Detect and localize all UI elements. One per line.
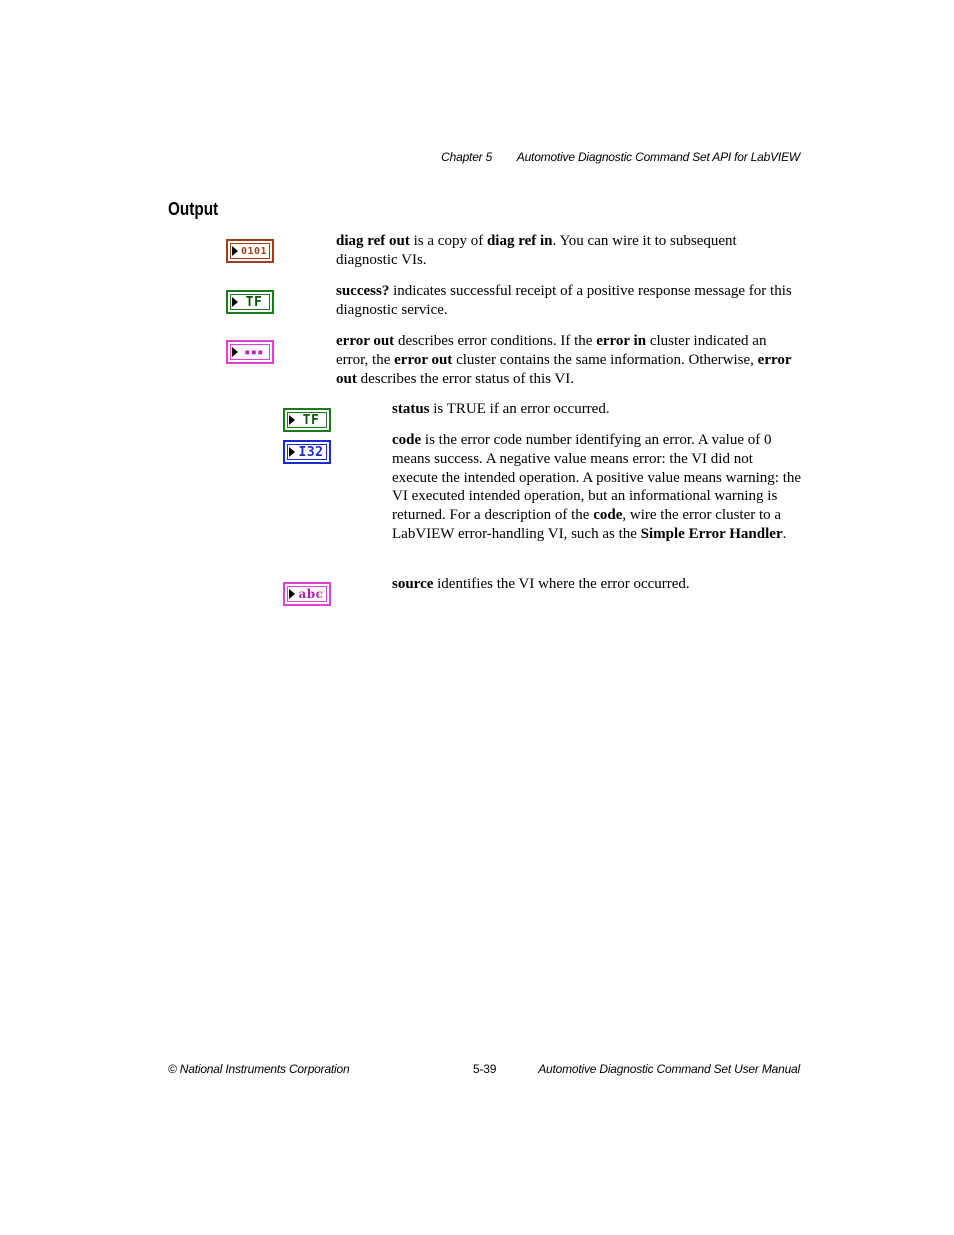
param-term: error out bbox=[336, 333, 395, 349]
param-diag-ref-out bbox=[336, 232, 798, 270]
output-arrow-icon bbox=[289, 589, 295, 599]
output-arrow-icon bbox=[289, 447, 295, 457]
output-arrow-icon bbox=[232, 297, 238, 307]
icon-label: TF bbox=[245, 294, 263, 310]
output-arrow-icon bbox=[232, 246, 238, 256]
icon-label: 0101 bbox=[240, 245, 268, 257]
param-ref: error out bbox=[394, 351, 453, 368]
param-term: success? bbox=[336, 283, 390, 299]
page-number: 5-39 bbox=[473, 1062, 497, 1076]
param-term: status bbox=[392, 401, 430, 417]
chapter-label: Chapter 5 bbox=[441, 150, 493, 164]
param-text: describes the error status of this VI. bbox=[356, 370, 575, 387]
param-term: code bbox=[392, 432, 422, 448]
footer-manual-title: Automotive Diagnostic Command Set User Manual bbox=[538, 1062, 800, 1076]
param-text: cluster contains the same information. Otherwise, bbox=[452, 351, 758, 368]
icon-label: I32 bbox=[298, 444, 324, 460]
icon-label: abc bbox=[298, 587, 324, 601]
boolean-indicator-icon bbox=[283, 408, 331, 432]
param-ref: code bbox=[593, 507, 623, 524]
param-text: . bbox=[782, 525, 787, 542]
param-ref: diag ref in bbox=[486, 233, 553, 249]
param-text: . You can wire it to subsequent diagnostic VIs. bbox=[336, 233, 737, 268]
param-text: indicates successful receipt of a positive response message for this diagnostic service. bbox=[336, 283, 792, 318]
param-text: identifies the VI where the error occurred. bbox=[433, 576, 690, 592]
param-text: , wire the error cluster to a LabVIEW error-handling VI, such as the bbox=[392, 507, 782, 542]
param-text: is TRUE if an error occurred. bbox=[429, 401, 610, 417]
icon-label: ▪▪▪ bbox=[244, 346, 264, 358]
chapter-title: Automotive Diagnostic Command Set API for LabVIEW bbox=[516, 150, 800, 164]
output-arrow-icon bbox=[232, 347, 238, 357]
param-ref: error out bbox=[336, 351, 792, 387]
footer-copyright: © National Instruments Corporation bbox=[168, 1062, 350, 1076]
param-code bbox=[392, 431, 802, 544]
param-text: is a copy of bbox=[409, 233, 487, 249]
boolean-output-icon bbox=[226, 290, 274, 314]
param-text: cluster indicated an error, the bbox=[336, 333, 767, 368]
icon-label: TF bbox=[302, 412, 320, 428]
running-header bbox=[441, 150, 800, 164]
string-indicator-icon bbox=[283, 582, 331, 606]
param-source bbox=[392, 575, 802, 594]
param-term: diag ref out bbox=[336, 233, 410, 249]
param-success bbox=[336, 282, 798, 320]
param-text: is the error code number identifying an error. A value of 0 means success. A negative value means error: the VI did not execute the intended operation. A positive value means warning: the VI executed intended operation, but an informational warning is returned. For a description of the bbox=[392, 432, 802, 524]
param-ref: error in bbox=[596, 333, 647, 349]
i32-indicator-icon bbox=[283, 440, 331, 464]
refnum-output-icon bbox=[226, 239, 274, 263]
section-title: Output bbox=[168, 199, 219, 219]
output-arrow-icon bbox=[289, 415, 295, 425]
param-status bbox=[392, 400, 802, 419]
param-text: describes error conditions. If the bbox=[394, 333, 597, 349]
param-term: source bbox=[392, 576, 434, 592]
param-error-out bbox=[336, 332, 798, 388]
error-cluster-output-icon bbox=[226, 340, 274, 364]
param-ref: Simple Error Handler bbox=[640, 525, 783, 542]
